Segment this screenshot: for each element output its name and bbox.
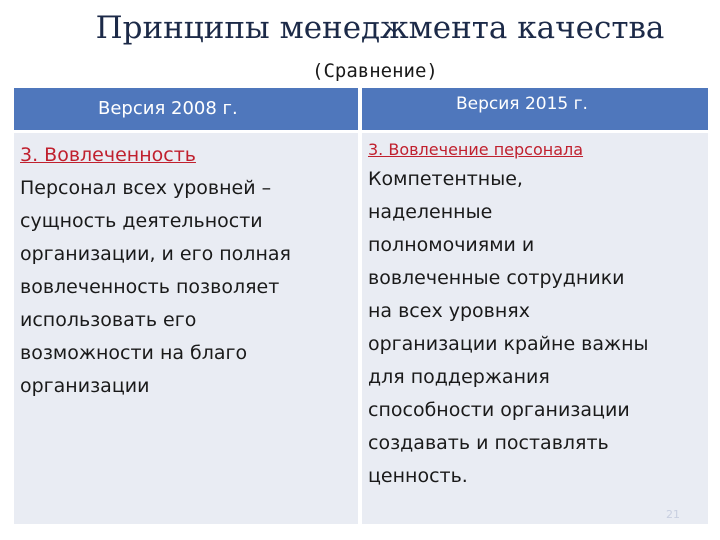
cell-left-heading: 3. Вовлеченность xyxy=(20,144,196,166)
text-line: возможности на благо xyxy=(20,342,248,364)
text-line: организации, и его полная xyxy=(20,243,291,265)
page-number: 21 xyxy=(666,508,680,521)
cell-2015 xyxy=(368,140,704,493)
header-version-2008 xyxy=(14,88,358,130)
text-line: на всех уровнях xyxy=(368,300,530,322)
text-line: сущность деятельности xyxy=(20,210,263,232)
header-right-label: Версия 2015 г. xyxy=(456,94,588,114)
text-line: способности организации xyxy=(368,399,630,421)
text-line: использовать его xyxy=(20,309,197,331)
text-line: Персонал всех уровней – xyxy=(20,177,272,199)
column-divider xyxy=(358,88,362,524)
text-line: для поддержания xyxy=(368,366,550,388)
text-line: организации крайне важны xyxy=(368,333,649,355)
cell-2008 xyxy=(20,140,354,403)
text-line: вовлеченность позволяет xyxy=(20,276,280,298)
text-line: организации xyxy=(20,375,150,397)
page-title: Принципы менеджмента качества xyxy=(95,10,665,46)
header-version-2015 xyxy=(362,88,708,130)
text-line: вовлеченные сотрудники xyxy=(368,267,625,289)
text-line: ценность. xyxy=(368,465,468,487)
text-line: полномочиями и xyxy=(368,234,535,256)
text-line: создавать и поставлять xyxy=(368,432,609,454)
comparison-table xyxy=(14,88,708,524)
cell-right-text xyxy=(368,163,704,493)
cell-left-text xyxy=(20,172,354,403)
header-left-label: Версия 2008 г. xyxy=(98,98,238,119)
cell-right-heading: 3. Вовлечение персонала xyxy=(368,140,584,159)
text-line: Компетентные, xyxy=(368,168,523,190)
page-subtitle: (Сравнение) xyxy=(312,60,438,82)
text-line: наделенные xyxy=(368,201,493,223)
